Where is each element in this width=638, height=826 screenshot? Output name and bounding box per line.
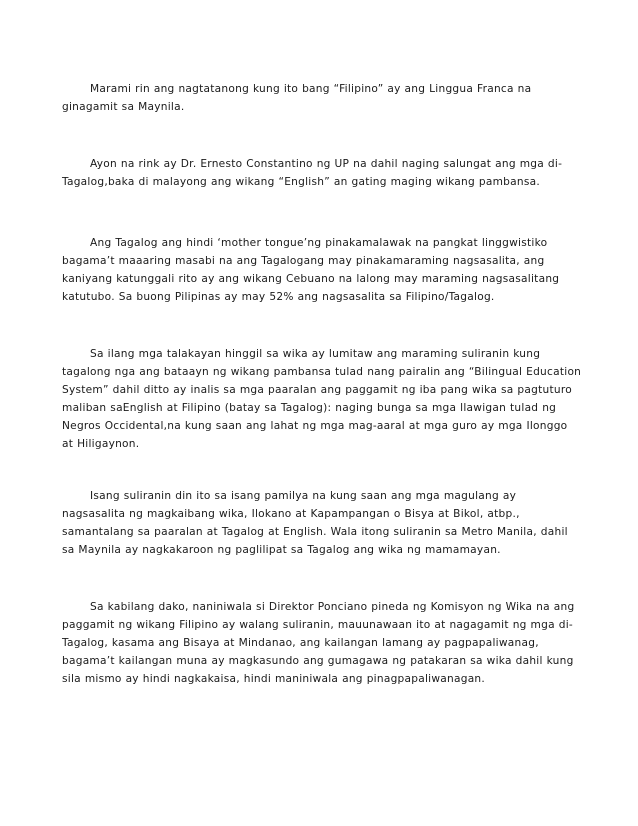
text-line: Negros Occidental,na kung saan ang lahat ng mga mag-aaral at mga guro ay mga Ilonggo xyxy=(62,420,568,432)
text-line: Sa ilang mga talakayan hinggil sa wika ay lumitaw ang maraming suliranin kung xyxy=(90,348,541,360)
text-line: bagama’t maaaring masabi na ang Tagalogang may pinakamaraming nagsasalita, ang xyxy=(62,255,545,267)
text-line: Marami rin ang nagtatanong kung ito bang “Filipino” ay ang Linggua Franca na xyxy=(90,83,532,95)
text-line: nagsasalita ng magkaibang wika, Ilokano at Kapampangan o Bisya at Bikol, atbp., xyxy=(62,508,520,520)
paragraph-2 xyxy=(62,155,562,191)
text-line: at Hiligaynon. xyxy=(62,438,140,450)
text-line: tagalong nga ang bataayn ng wikang pambansa tulad nang pairalin ang “Bilingual Education xyxy=(62,366,582,378)
text-line: Sa kabilang dako, naniniwala si Direktor Ponciano pineda ng Komisyon ng Wika na ang xyxy=(90,601,575,613)
paragraph-5 xyxy=(62,487,568,559)
text-line: Ayon na rink ay Dr. Ernesto Constantino ng UP na dahil naging salungat ang mga di- xyxy=(90,158,563,170)
text-line: sila mismo ay hindi nagkakaisa, hindi maniniwala ang pinagpapaliwanagan. xyxy=(62,673,486,685)
text-line: samantalang sa paaralan at Tagalog at English. Wala itong suliranin sa Metro Manila, dahil xyxy=(62,526,568,538)
paragraph-6 xyxy=(62,598,575,688)
text-line: paggamit ng wikang Filipino ay walang suliranin, mauunawaan ito at nagagamit ng mga di- xyxy=(62,619,573,631)
text-line: Tagalog,baka di malayong ang wikang “English” an gating maging wikang pambansa. xyxy=(62,176,540,188)
text-line: ginagamit sa Maynila. xyxy=(62,101,185,113)
paragraph-1 xyxy=(62,80,562,116)
text-line: Tagalog, kasama ang Bisaya at Mindanao, ang kailangan lamang ay pagpapaliwanag, xyxy=(62,637,539,649)
text-line: System” dahil ditto ay inalis sa mga paaralan ang paggamit ng iba pang wika sa pagtuturo xyxy=(62,384,572,396)
paragraph-4 xyxy=(62,345,582,453)
text-line: Ang Tagalog ang hindi ‘mother tongue’ng pinakamalawak na pangkat linggwistiko xyxy=(90,237,548,249)
text-line: bagama’t kailangan muna ay magkasundo ang gumagawa ng patakaran sa wika dahil kung xyxy=(62,655,574,667)
paragraph-3 xyxy=(62,234,562,306)
text-line: sa Maynila ay nagkakaroon ng paglilipat sa Tagalog ang wika ng mamamayan. xyxy=(62,544,501,556)
text-line: Isang suliranin din ito sa isang pamilya na kung saan ang mga magulang ay xyxy=(90,490,517,502)
text-line: katutubo. Sa buong Pilipinas ay may 52% ang nagsasalita sa Filipino/Tagalog. xyxy=(62,291,495,303)
text-line: kaniyang katunggali rito ay ang wikang Cebuano na lalong may maraming nagsasalitang xyxy=(62,273,560,285)
text-line: maliban saEnglish at Filipino (batay sa Tagalog): naging bunga sa mga llawigan tulad ng xyxy=(62,402,557,414)
